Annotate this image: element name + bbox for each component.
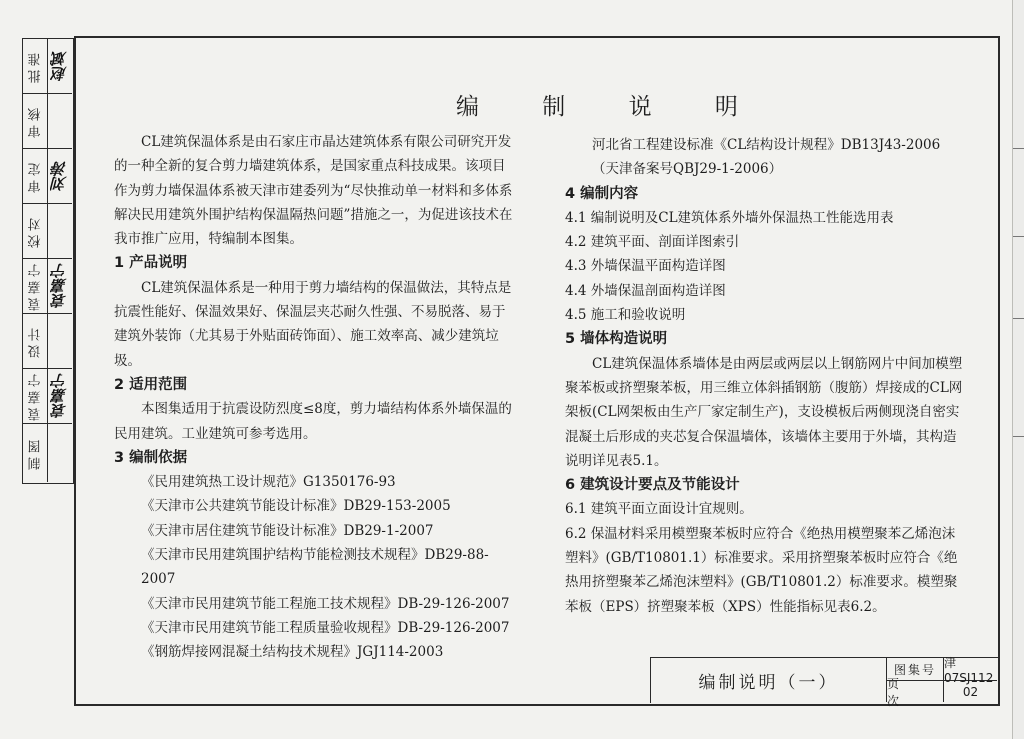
signoff-label: 设计 <box>28 324 44 358</box>
title-block <box>650 655 998 708</box>
section-5-paragraph: CL建筑保温体系墙体是由两层或两层以上钢筋网片中间加模塑聚苯板或挤塑聚苯板，用三维立体斜插钢筋（腹筋）焊接成的CL网架板(CL网架板由生产厂家定制生产)，支设模板后两侧现浇自密实混凝土后形成的夹芯复合保温墙体，该墙体主要用于外墙，其构造说明详见表5.1。 <box>565 355 963 469</box>
reference-item: 《钢筋焊接网混凝土结构技术规程》JGJ114-2003 <box>141 644 444 661</box>
signoff-row-design <box>23 314 72 369</box>
signoff-strip <box>22 38 74 484</box>
contents-item: 4.3 外墙保温平面构造详图 <box>565 258 726 275</box>
signoff-label: 批准 <box>28 49 44 83</box>
signoff-label: 审定 <box>28 159 44 193</box>
reference-item: 《天津市民用建筑围护结构节能检测技术规程》DB29-88-2007 <box>141 547 489 588</box>
signoff-label: 审核 <box>28 104 44 138</box>
signoff-signature: 袁嘉宁 <box>50 263 69 309</box>
section-6-1-paragraph: 6.1 建筑平面立面设计宜规则。 <box>565 501 753 518</box>
signoff-label: 袁嘉宁 <box>28 260 44 312</box>
signoff-signature <box>48 204 70 258</box>
left-column <box>114 130 514 665</box>
section-heading-3: 3 编制依据 <box>114 449 188 466</box>
contents-item: 4.2 建筑平面、剖面详图索引 <box>565 234 740 251</box>
contents-item: 4.1 编制说明及CL建筑体系外墙外保温热工性能选用表 <box>565 209 894 226</box>
section-heading-4: 4 编制内容 <box>565 185 639 202</box>
reference-item: （天津备案号QBJ29-1-2006） <box>592 161 783 178</box>
right-column <box>565 133 965 619</box>
reference-item: 河北省工程建设标准《CL结构设计规程》DB13J43-2006 <box>592 137 941 153</box>
signoff-row-verify <box>23 149 72 204</box>
page-number: 02 <box>962 684 979 699</box>
signoff-row-drawing <box>23 424 72 482</box>
signoff-row-checker-name <box>23 259 72 314</box>
intro-paragraph: CL建筑保温体系是由石家庄市晶达建筑体系有限公司研究开发的一种全新的复合剪力墙建筑体系，是国家重点科技成果。该项目作为剪力墙保温体系被天津市建委列为“尽快推动单一材料和多体系解决民用建筑外围护结构保温隔热问题”措施之一，为促进该技术在我市推广应用，特编制本图集。 <box>114 134 513 248</box>
adjacent-page-edge <box>1012 0 1024 739</box>
reference-item: 《天津市民用建筑节能工程施工技术规程》DB-29-126-2007 <box>141 595 510 612</box>
section-6-2-paragraph: 6.2 保温材料采用模塑聚苯板时应符合《绝热用模塑聚苯乙烯泡沫塑料》(GB/T10801.1）标准要求。采用挤塑聚苯板时应符合《绝热用挤塑聚苯乙烯泡沫塑料》(GB/T10801.2）标准要求。模塑聚苯板（EPS）挤塑聚苯板（XPS）性能指标见表6.2。 <box>565 525 958 615</box>
signoff-signature: 赵斌 <box>50 51 69 81</box>
signoff-signature <box>48 94 70 148</box>
section-heading-2: 2 适用范围 <box>114 376 188 393</box>
section-1-paragraph: CL建筑保温体系是一种用于剪力墙结构的保温做法，其特点是抗震性能好、保温效果好、保温层夹芯耐久性强、不易脱落、易于建筑外装饰（尤其易于外贴面砖饰面）、施工效率高、减少建筑垃圾。 <box>114 279 512 369</box>
section-heading-1: 1 产品说明 <box>114 255 188 272</box>
signoff-row-review <box>23 94 72 149</box>
reference-item: 《天津市公共建筑节能设计标准》DB29-153-2005 <box>141 498 451 515</box>
sheet-name: 编制说明（一） <box>651 658 887 702</box>
page-title: 编 制 说 明 <box>456 94 766 120</box>
atlas-number: 津07SJ112 <box>944 658 997 681</box>
signoff-signature: 刘涛 <box>50 161 69 191</box>
section-2-paragraph: 本图集适用于抗震设防烈度≤8度，剪力墙结构体系外墙保温的民用建筑。工业建筑可参考选用。 <box>114 401 512 442</box>
contents-item: 4.5 施工和验收说明 <box>565 307 686 324</box>
signoff-signature <box>48 424 70 482</box>
signoff-row-check <box>23 204 72 259</box>
reference-item: 《天津市居住建筑节能设计标准》DB29-1-2007 <box>141 522 434 539</box>
signoff-signature: 袁嘉宁 <box>50 373 69 419</box>
signoff-label: 制图 <box>28 436 44 470</box>
signoff-row-designer-name <box>23 369 72 424</box>
reference-item: 《天津市民用建筑节能工程质量验收规程》DB-29-126-2007 <box>141 619 510 636</box>
section-heading-6: 6 建筑设计要点及节能设计 <box>565 477 740 494</box>
reference-item: 《民用建筑热工设计规范》G1350176-93 <box>141 474 396 491</box>
atlas-number-label: 图集号 <box>887 658 944 681</box>
signoff-label: 袁嘉宁 <box>28 370 44 422</box>
page-number-label: 页 次 <box>887 681 944 702</box>
signoff-row-approve <box>23 39 72 94</box>
contents-item: 4.4 外墙保温剖面构造详图 <box>565 282 726 299</box>
signoff-signature <box>48 314 70 368</box>
signoff-label: 校对 <box>28 214 44 248</box>
section-heading-5: 5 墙体构造说明 <box>565 331 668 348</box>
